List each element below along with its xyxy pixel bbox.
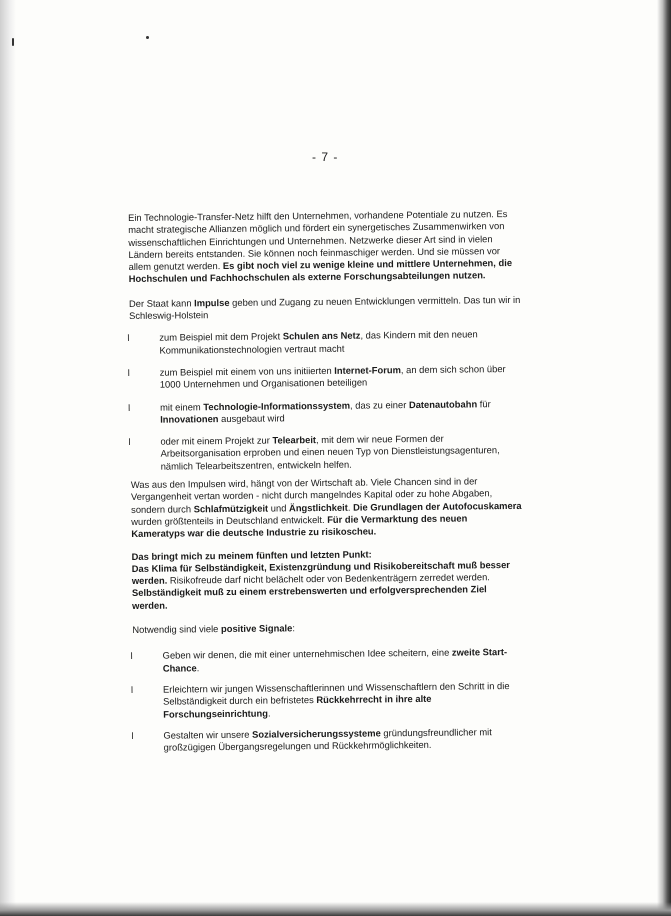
paragraph-fifth-point: Das bringt mich zu meinem fünften und letzten Punkt: Das Klima für Selbständigkeit, Existenzgründung und Risikobereitschaft muß besser werden. Risikofreude darf nicht belächelt oder von Bedenkenträgern zerredet werden. Selbständigkeit muß zu einem erstrebenswerten und erfolgversprechenden Ziel werden.	[131, 547, 510, 611]
bullet-marker: l	[127, 366, 130, 378]
bullet-marker: l	[128, 436, 131, 448]
paragraph-technology-transfer: Ein Technologie-Transfer-Netz hilft den Unternehmen, vorhandene Potentiale zu nutzen. Es macht strategische Allianzen möglich und fördert ein synergetisches Zusammenwirken von wissenschaftlichen Einrichtungen und Unternehmen. Netzwerke dieser Art sind in vielen Ländern bereits entstanden. Sie können noch feinmaschiger werden. Und sie müssen vor allem genutzt werden. Es gibt noch viel zu wenige kleine und mittlere Unternehmen, die Hochschulen und Fachhochschulen als externe Forschungsabteilungen nutzen.	[128, 208, 513, 285]
paragraph-positive-signals: Notwendig sind viele positive Signale:	[132, 622, 295, 635]
bullet-marker: l	[130, 650, 133, 662]
bullet-marker: l	[130, 683, 134, 695]
list-item: l Erleichtern wir jungen Wissenschaftlerinnen und Wissenschaftlern den Schritt in die Selbständigkeit durch ein befristetes Rückkehrrecht in ihre alte Forschungseinrichtung.	[130, 679, 510, 720]
document-body	[128, 208, 526, 763]
list-positive-signals	[130, 646, 526, 754]
list-item: l mit einem Technologie-Informationssystem, das zu einer Datenautobahn für Innovationen ausgebaut wird	[127, 397, 491, 425]
list-item: l Gestalten wir unsere Sozialversicherungssysteme gründungsfreundlicher mit großzügigen Übergangsregelungen und Rückkehrmöglichkeiten.	[131, 726, 492, 753]
scan-speck	[12, 38, 14, 46]
list-item: l oder mit einem Projekt zur Telearbeit, mit dem wir neue Formen der Arbeitsorganisation erproben und einen neuen Typ von Dienstleistungsagenturen, nämlich Telearbeitszentren, entwickeln helfen.	[128, 432, 500, 472]
paragraph-state-impulses: Der Staat kann Impulse geben und Zugang zu neuen Entwicklungen vermitteln. Das tun wir in Schleswig-Holstein	[128, 293, 521, 322]
scan-edge-left	[0, 0, 16, 916]
scan-edge-bottom	[0, 902, 671, 916]
paragraph-economy-chances: Was aus den Impulsen wird, hängt von der Wirtschaft ab. Viele Chancen sind in der Vergangenheit vertan worden - nicht durch mangelndes Kapital oder zu hohe Abgaben, sondern durch Schlafmützigkeit und Ängstlichkeit. Die Grundlagen der Autofocuskamera wurden größtenteils in Deutschland entwickelt. Für die Vermarktung des neuen Kameratyps war die deutsche Industrie zu risikoscheu.	[130, 475, 522, 540]
list-item: l zum Beispiel mit einem von uns initiierten Internet-Forum, an dem sich schon über 1000 Unternehmen und Organisationen beteiligen	[127, 363, 506, 390]
scan-speck	[146, 36, 149, 39]
page-number: - 7 -	[312, 150, 339, 164]
scan-edge-right	[657, 0, 671, 916]
bullet-marker: l	[131, 729, 134, 741]
list-schleswig-holstein-projects	[129, 328, 522, 473]
list-item: l zum Beispiel mit dem Projekt Schulen ans Netz, das Kindern mit den neuen Kommunikationstechnologien vertraut macht	[127, 328, 478, 356]
bullet-marker: l	[127, 332, 130, 344]
list-item: l Geben wir denen, die mit einer unternehmischen Idee scheitern, eine zweite Start-Chance.	[130, 646, 508, 674]
bullet-marker: l	[127, 401, 131, 413]
